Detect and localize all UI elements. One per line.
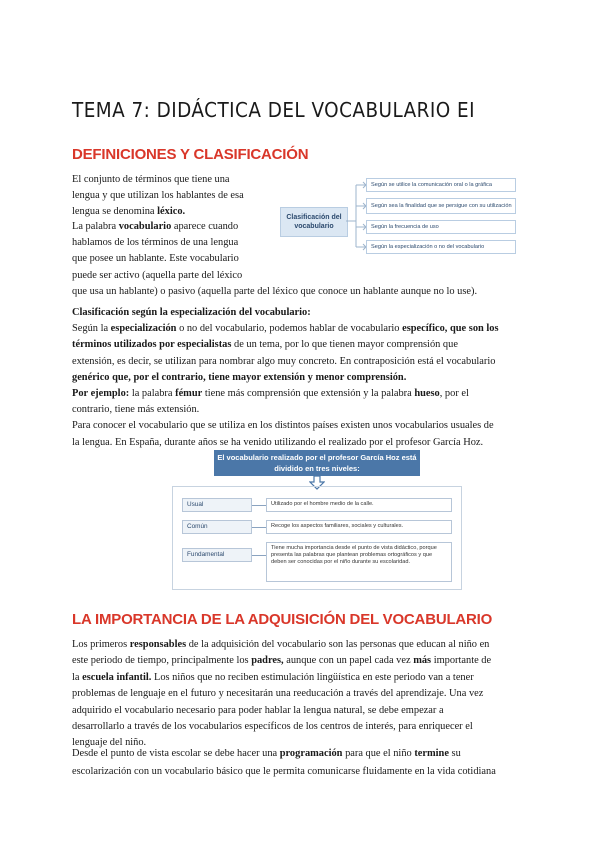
text-bold: genérico que, por el contrario, tiene mayor extensión y menor comprensión. [72, 371, 407, 383]
text-span: adquirido el vocabulario necesario para poder hablar la lengua natural, se debe empezar a [72, 704, 444, 716]
text-span: Desde el punto de vista escolar se debe hacer una [72, 748, 280, 759]
text-bold: responsables [129, 639, 187, 650]
classification-item: Según la frecuencia de uso [366, 220, 516, 234]
text-span: importante de [431, 655, 492, 667]
text-bold: específico, que son los [402, 323, 499, 335]
text-bold: programación [279, 748, 343, 759]
garcia-hoz-diagram [172, 450, 462, 590]
text-line: lengua se denomina [72, 206, 158, 218]
level-comun-desc: Recoge los aspectos familiares, sociales y culturales. [266, 520, 452, 534]
text-span: , por el [439, 388, 469, 400]
text-span: o no del vocabulario, podemos hablar de vocabulario [176, 323, 403, 335]
garcia-hoz-banner: El vocabulario realizado por el profesor García Hoz está dividido en tres niveles: [214, 450, 420, 476]
text-line: que usa un hablante) o pasivo (aquella parte del léxico que conoce un hablante aunque no lo use). [72, 285, 478, 297]
classification-item: Según se utilice la comunicación oral o la gráfica [366, 178, 516, 192]
text-span: para que el niño [342, 748, 415, 759]
text-span: Para conocer el vocabulario que se utiliza en los distintos países existen unos vocabularios usuales de [72, 420, 494, 432]
text-bold: más [413, 655, 432, 667]
text-span: escolarización con un vocabulario básico que le permita comunicarse fluidamente en la vida cotidiana [72, 766, 496, 777]
paragraph-programacion [72, 745, 542, 781]
level-fundamental-desc: Tiene mucha importancia desde el punto de vista didáctico, porque presenta las palabras que plantean problemas ortográficos y que deben ser conocidas por el niño durante su escolaridad. [266, 542, 452, 582]
level-connector [252, 505, 266, 506]
paragraph-especializacion [72, 305, 542, 451]
text-span: desarrollarlo a través de los vocabularios específicos de los centros de interés, para enriquecer el [72, 721, 473, 733]
level-usual-desc: Utilizado por el hombre medio de la calle. [266, 498, 452, 512]
text-span: Los primeros [72, 639, 130, 650]
classification-item: Según sea la finalidad que se persigue con su utilización [366, 198, 516, 214]
text-line: aparece cuando [171, 221, 239, 232]
level-fundamental: Fundamental [182, 548, 252, 562]
text-line: El conjunto de términos que tiene una [72, 174, 230, 185]
level-comun: Común [182, 520, 252, 534]
text-span: la lengua. En España, durante años se ha venido utilizando el realizado por el profesor García Hoz. [72, 436, 484, 448]
classification-center-box: Clasificación del vocabulario [280, 207, 348, 237]
classification-item: Según la especialización o no del vocabulario [366, 240, 516, 254]
text-span: aunque con un papel cada vez [283, 655, 414, 667]
text-bold: especialización [110, 323, 177, 335]
subheading-especializacion: Clasificación según la especialización del vocabulario: [72, 307, 311, 318]
text-bold: términos utilizados por especialistas [72, 339, 232, 351]
term-vocabulario: vocabulario [118, 221, 172, 232]
text-span: contrario, tiene más extensión. [72, 404, 200, 416]
text-span: su [448, 748, 461, 759]
text-bold: hueso [414, 388, 440, 400]
text-line: lengua y que utilizan los hablantes de esa [72, 190, 244, 202]
text-bold: termine [414, 748, 449, 759]
paragraph-lexico [72, 172, 272, 221]
level-usual: Usual [182, 498, 252, 512]
text-span: lenguaje del niño. [72, 737, 147, 749]
text-span: de la adquisición del vocabulario son las personas que educan al niño en [186, 639, 490, 650]
text-span: este periodo de tiempo, principalmente los [72, 655, 252, 667]
text-line: puede ser activo (aquella parte del léxico [72, 269, 243, 281]
text-line: hablamos de los términos de una lengua [72, 237, 239, 249]
classification-connector [346, 175, 368, 255]
text-bold: Por ejemplo: [72, 388, 130, 400]
level-connector [252, 527, 266, 528]
text-span: extensión, es decir, se utilizan para nombrar algo muy concreto. En contraposición está el vocabulario [72, 355, 496, 367]
text-bold: padres, [251, 655, 284, 667]
text-span: tiene más comprensión que extensión y la palabra [202, 388, 415, 400]
text-span: de un tema, por lo que tienen mayor comprensión que [231, 339, 458, 351]
text-span: la palabra [129, 388, 176, 400]
text-line: La palabra [72, 221, 119, 232]
paragraph-responsables [72, 637, 542, 752]
section-heading-definitions: DEFINICIONES Y CLASIFICACIÓN [72, 146, 309, 163]
text-span: Según la [72, 323, 111, 335]
term-lexico: léxico. [157, 206, 186, 218]
text-span: la [72, 671, 83, 683]
text-bold: escuela infantil. [82, 671, 152, 683]
text-span: Los niños que no reciben estimulación lingüística en este periodo van a tener [151, 671, 474, 683]
text-line: que posee un hablante. Este vocabulario [72, 253, 239, 265]
level-connector [252, 555, 266, 556]
text-span: problemas de lenguaje en el futuro y necesitarán una reeducación a través del aprendizaje. Una vez [72, 688, 484, 700]
text-bold: fémur [175, 388, 203, 400]
section-heading-importancia: LA IMPORTANCIA DE LA ADQUISICIÓN DEL VOCABULARIO [72, 611, 493, 628]
page-title: TEMA 7: DIDÁCTICA DEL VOCABULARIO EI [72, 98, 476, 122]
